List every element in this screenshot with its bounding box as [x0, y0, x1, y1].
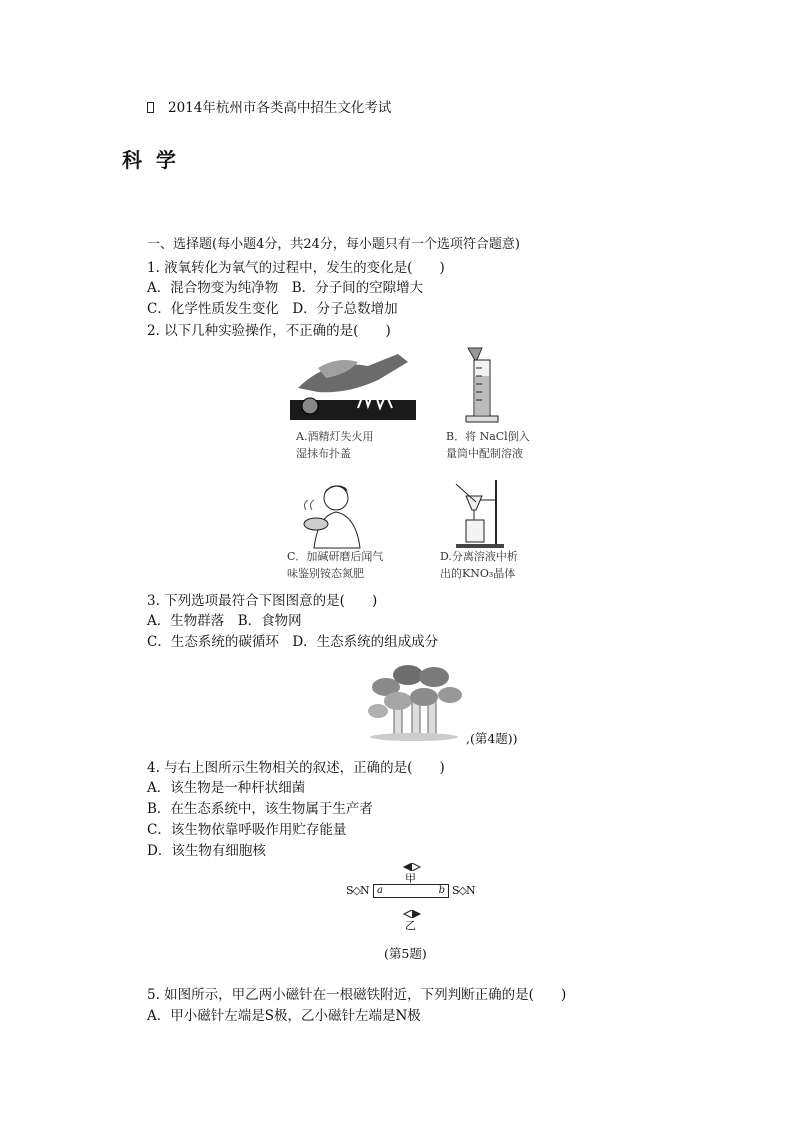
q5-option-a: A．甲小磁针左端是S极，乙小磁针左端是N极: [147, 1008, 421, 1024]
checkbox-icon: [147, 102, 154, 113]
figure-mushrooms: [364, 657, 464, 741]
q3-options-ab: A．生物群落 B．食物网: [147, 613, 302, 629]
q2-caption-b: B．将 NaCl倒入 量筒中配制溶液: [446, 430, 530, 460]
q2-caption-d: D.分离溶液中析 出的KNO₃晶体: [440, 550, 518, 580]
q5-stem: 5. 如图所示，甲乙两小磁针在一根磁铁附近，下列判断正确的是( ): [147, 987, 567, 1003]
q1-options-cd: C．化学性质发生变化 D．分子总数增加: [147, 301, 398, 317]
q1-options-ab: A．混合物变为纯净物 B．分子间的空隙增大: [147, 280, 424, 296]
exam-header: [147, 98, 391, 118]
q4-option-a: A．该生物是一种杆状细菌: [147, 780, 306, 796]
q2-caption-a: A.酒精灯失火用 湿抹布扑盖: [296, 430, 374, 460]
magnet-end-a: a: [377, 885, 383, 896]
q4-option-c: C．该生物依靠呼吸作用贮存能量: [147, 822, 347, 838]
q4-option-d: D．该生物有细胞核: [147, 843, 266, 859]
bar-magnet: [373, 884, 449, 898]
q1-stem: 1. 液氧转化为氧气的过程中，发生的变化是( ): [147, 260, 445, 276]
q3-stem: 3. 下列选项最符合下图图意的是( ): [147, 593, 378, 609]
q4-stem: 4. 与右上图所示生物相关的叙述，正确的是( ): [147, 760, 445, 776]
section-heading: 一、选择题(每小题4分，共24分，每小题只有一个选项符合题意): [147, 237, 520, 252]
q2-stem: 2. 以下几种实验操作，不正确的是( ): [147, 323, 391, 339]
subject-title: 科 学: [122, 148, 176, 172]
exam-title: 2014年杭州市各类高中招生文化考试: [168, 100, 392, 116]
label-yi: 乙: [405, 919, 416, 932]
right-needle: S◇N: [452, 884, 475, 897]
q3-options-cd: C．生态系统的碳循环 D．生态系统的组成成分: [147, 634, 439, 650]
q4-option-b: B．在生态系统中，该生物属于生产者: [147, 801, 373, 817]
q2-caption-c: C．加碱研磨后闻气 味鉴别铵态氮肥: [287, 550, 384, 580]
figure-boy-mortar: [288, 480, 378, 550]
q4-figure-caption: ,(第4题)): [466, 731, 518, 746]
figure-alcohol-lamp: [288, 348, 420, 424]
q5-figure-caption: (第5题): [384, 946, 427, 961]
left-needle: S◇N: [346, 884, 369, 897]
magnet-end-b: b: [438, 885, 445, 896]
figure-graduated-cylinder: [460, 346, 500, 426]
figure-filtration: [452, 476, 508, 550]
label-jia: 甲: [405, 872, 416, 885]
